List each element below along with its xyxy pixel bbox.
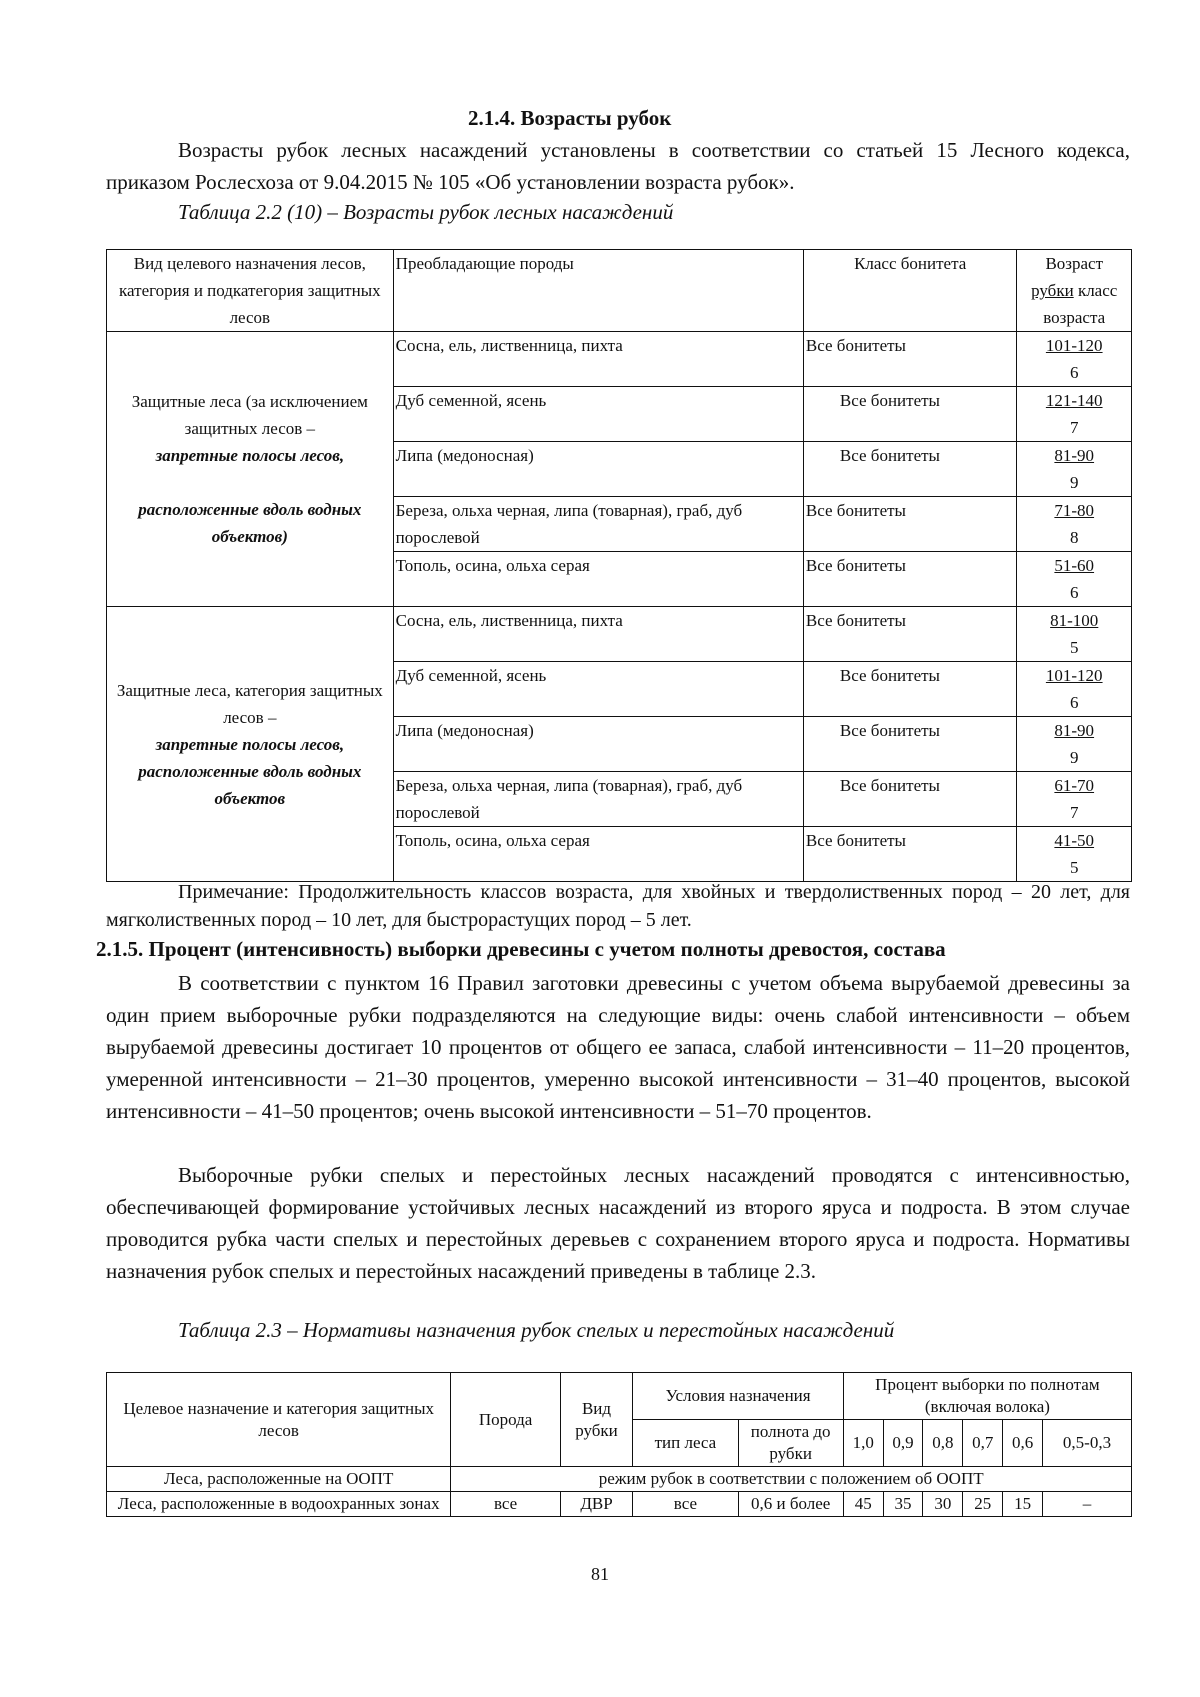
age-cell [1017, 387, 1132, 442]
age-cell [1017, 772, 1132, 827]
bonitet-cell: Все бонитеты [803, 827, 1017, 882]
age-cell [1017, 717, 1132, 772]
percent-cell: 25 [963, 1492, 1003, 1517]
species-cell: Береза, ольха черная, липа (товарная), граб, дуб порослевой [393, 772, 803, 827]
density-cell: 0,6 и более [738, 1492, 843, 1517]
percent-cell: 30 [923, 1492, 963, 1517]
age-cell [1017, 332, 1132, 387]
age-cell [1017, 662, 1132, 717]
table-header-row [107, 250, 1132, 332]
bonitet-cell: Все бонитеты [803, 497, 1017, 552]
percent-cell: 15 [1003, 1492, 1043, 1517]
bonitet-cell: Все бонитеты [803, 662, 1017, 717]
table-2-2-caption: Таблица 2.2 (10) – Возрасты рубок лесных насаждений [178, 200, 674, 224]
species-cell: Сосна, ель, лиственница, пихта [393, 332, 803, 387]
age-range: 51-60 [1054, 556, 1095, 575]
age-range: 61-70 [1054, 776, 1095, 795]
species-cell: Липа (медоносная) [393, 717, 803, 772]
purpose-cell: Леса, расположенные в водоохранных зонах [107, 1492, 451, 1517]
age-class: 9 [1069, 748, 1079, 767]
age-range: 71-80 [1054, 501, 1095, 520]
bonitet-cell: Все бонитеты [803, 332, 1017, 387]
table-row [107, 607, 1132, 662]
group-1-line2: запретные полосы лесов, [155, 446, 345, 465]
table-2-3-caption: Таблица 2.3 – Нормативы назначения рубок спелых и перестойных насаждений [178, 1318, 895, 1342]
age-class: 7 [1069, 418, 1079, 437]
age-cell [1017, 552, 1132, 607]
age-cell [1017, 827, 1132, 882]
bonitet-cell: Все бонитеты [803, 772, 1017, 827]
table-header-row [107, 1373, 1132, 1420]
paragraph-ages: Возрасты рубок лесных насаждений установлены в соответствии со статьей 15 Лесного кодекса, приказом Рослесхоза от 9.04.2015 № 105 «Об установлении возраста рубок». [106, 138, 1130, 194]
header-density-value: 1,0 [843, 1420, 883, 1467]
header-purpose: Целевое назначение и категория защитных лесов [107, 1373, 451, 1467]
group-1-line1: Защитные леса (за исключением защитных лесов – [131, 392, 368, 438]
percent-cell: – [1043, 1492, 1132, 1517]
group-1-label [107, 332, 394, 607]
purpose-cell: Леса, расположенные на ООПТ [107, 1467, 451, 1492]
header-conditions: Условия назначения [633, 1373, 844, 1420]
species-cell: Липа (медоносная) [393, 442, 803, 497]
header-species: Порода [451, 1373, 560, 1467]
header-age [1017, 250, 1132, 332]
age-class: 6 [1069, 363, 1079, 382]
table-2-3 [106, 1372, 1132, 1517]
age-range: 81-100 [1050, 611, 1099, 630]
group-2-line2: запретные полосы лесов, расположенные вдоль водных объектов [138, 734, 362, 808]
header-density-value: 0,7 [963, 1420, 1003, 1467]
age-range: 81-90 [1054, 721, 1095, 740]
header-age-line2: рубки [1031, 281, 1074, 300]
section-title-2-1-4: 2.1.4. Возрасты рубок [468, 106, 672, 130]
section-title-2-1-5: 2.1.5. Процент (интенсивность) выборки древесины с учетом полноты древостоя, состава [96, 937, 946, 961]
percent-cell: 45 [843, 1492, 883, 1517]
table-note: Примечание: Продолжительность классов возраста, для хвойных и твердолиственных пород – 20 лет, для мягколиственных пород – 10 лет, для быстрорастущих пород – 5 лет. [106, 881, 1130, 931]
age-range: 41-50 [1054, 831, 1095, 850]
header-purpose: Вид целевого назначения лесов, категория и подкатегория защитных лесов [107, 250, 394, 332]
table-row [107, 332, 1132, 387]
header-density-value: 0,5-0,3 [1043, 1420, 1132, 1467]
bonitet-cell: Все бонитеты [803, 552, 1017, 607]
species-cell: Сосна, ель, лиственница, пихта [393, 607, 803, 662]
bonitet-cell: Все бонитеты [803, 442, 1017, 497]
age-range: 121-140 [1045, 391, 1103, 410]
species-cell: Тополь, осина, ольха серая [393, 827, 803, 882]
table-row [107, 1492, 1132, 1517]
species-cell: Береза, ольха черная, липа (товарная), граб, дуб порослевой [393, 497, 803, 552]
percent-cell: 35 [883, 1492, 923, 1517]
species-cell: Дуб семенной, ясень [393, 387, 803, 442]
header-age-line1: Возраст [1045, 254, 1104, 273]
group-2-line1: Защитные леса, категория защитных лесов – [116, 680, 383, 727]
bonitet-cell: Все бонитеты [803, 607, 1017, 662]
regime-cell: режим рубок в соответствии с положением об ООПТ [451, 1467, 1132, 1492]
age-cell [1017, 607, 1132, 662]
age-class: 6 [1069, 693, 1079, 712]
header-percent: Процент выборки по полнотам (включая волока) [843, 1373, 1131, 1420]
age-range: 101-120 [1045, 666, 1103, 685]
header-species: Преобладающие породы [393, 250, 803, 332]
species-cell: Тополь, осина, ольха серая [393, 552, 803, 607]
species-cell: Дуб семенной, ясень [393, 662, 803, 717]
header-density-value: 0,9 [883, 1420, 923, 1467]
header-density-value: 0,8 [923, 1420, 963, 1467]
age-range: 81-90 [1054, 446, 1095, 465]
age-class: 9 [1069, 473, 1079, 492]
age-cell [1017, 442, 1132, 497]
species-cell: все [451, 1492, 560, 1517]
age-class: 5 [1069, 638, 1079, 657]
header-forest-type: тип леса [633, 1420, 738, 1467]
age-class: 7 [1069, 803, 1079, 822]
header-cut-type: Вид рубки [560, 1373, 633, 1467]
age-class: 5 [1069, 858, 1079, 877]
header-bonitet: Класс бонитета [803, 250, 1017, 332]
table-row [107, 1467, 1132, 1492]
page-number: 81 [591, 1564, 609, 1584]
bonitet-cell: Все бонитеты [803, 717, 1017, 772]
header-density-value: 0,6 [1003, 1420, 1043, 1467]
age-range: 101-120 [1045, 336, 1103, 355]
group-1-line3: расположенные вдоль водных объектов) [138, 500, 362, 546]
forest-type-cell: все [633, 1492, 738, 1517]
age-class: 8 [1069, 528, 1079, 547]
header-density: полнота до рубки [738, 1420, 843, 1467]
header-age-line3: класс возраста [1043, 281, 1118, 327]
age-cell [1017, 497, 1132, 552]
paragraph-selective-cutting: Выборочные рубки спелых и перестойных лесных насаждений проводятся с интенсивностью, обеспечивающей формирование устойчивых лесных насаждений из второго яруса и подроста. В этом случае проводится рубка части спелых и перестойных деревьев с сохранением второго яруса и подроста. Нормативы назначения рубок спелых и перестойных насаждений приведены в таблице 2.3. [106, 1163, 1130, 1283]
paragraph-intensity: В соответствии с пунктом 16 Правил заготовки древесины с учетом объема вырубаемой древесины за один прием выборочные рубки подразделяются на следующие виды: очень слабой интенсивности – объем вырубаемой древесины достигает 10 процентов от общего ее запаса, слабой интенсивности – 11–20 процентов, умеренной интенсивности – 21–30 процентов, умеренно высокой интенсивности – 31–40 процентов, высокой интенсивности – 41–50 процентов; очень высокой интенсивности – 51–70 процентов. [106, 971, 1130, 1123]
age-class: 6 [1069, 583, 1079, 602]
bonitet-cell: Все бонитеты [803, 387, 1017, 442]
group-2-label [107, 607, 394, 882]
cut-type-cell: ДВР [560, 1492, 633, 1517]
table-2-2 [106, 249, 1132, 882]
